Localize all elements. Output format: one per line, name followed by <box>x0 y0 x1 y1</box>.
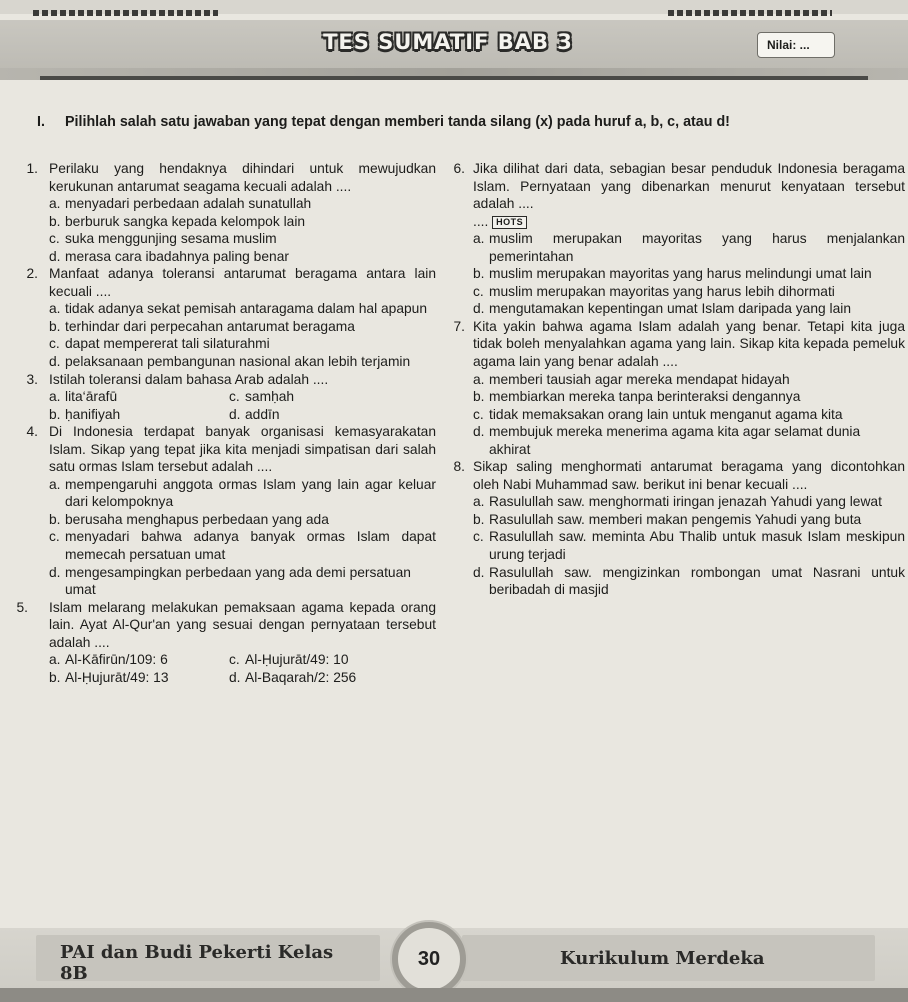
option-letter: a. <box>49 476 61 492</box>
option-text: dapat mempererat tali silaturahmi <box>65 336 270 352</box>
option-text: mengutamakan kepentingan umat Islam daripada yang lain <box>489 301 852 317</box>
question-6 <box>445 160 905 318</box>
option-b[interactable] <box>49 318 436 336</box>
option-b[interactable] <box>49 669 229 687</box>
option-a[interactable] <box>49 476 436 511</box>
question-1 <box>11 160 436 265</box>
question-2 <box>11 265 436 370</box>
option-letter: b. <box>473 266 485 282</box>
question-number: 3. <box>26 371 38 387</box>
option-a[interactable] <box>49 651 229 669</box>
option-letter: b. <box>473 511 485 527</box>
option-letter: a. <box>49 301 61 317</box>
score-box[interactable]: Nilai: ... <box>757 32 835 58</box>
option-c[interactable] <box>229 388 436 406</box>
option-text: addīn <box>245 406 280 422</box>
hots-badge: HOTS <box>492 216 527 229</box>
option-text: Rasulullah saw. menghormati iringan jenazah Yahudi yang lewat <box>489 494 882 510</box>
option-letter: c. <box>473 406 484 422</box>
option-letter: b. <box>49 406 61 422</box>
option-text: samḥah <box>245 389 295 405</box>
question-number: 2. <box>26 266 38 282</box>
option-text: berburuk sangka kepada kelompok lain <box>65 213 306 229</box>
option-d[interactable] <box>49 353 436 371</box>
left-column <box>11 160 436 686</box>
option-text: muslim merupakan mayoritas yang harus melindungi umat lain <box>489 266 872 282</box>
page-title: TES SUMATIF BAB 3 <box>323 30 573 54</box>
option-a[interactable] <box>49 195 436 213</box>
option-b[interactable] <box>49 213 436 231</box>
instruction-text: Pilihlah salah satu jawaban yang tepat dengan memberi tanda silang (x) pada huruf a, b, c, atau d! <box>65 114 730 130</box>
question-7 <box>445 318 905 458</box>
option-letter: d. <box>473 301 485 317</box>
option-letter: a. <box>473 494 485 510</box>
option-letter: a. <box>49 652 61 668</box>
option-text: mengesampingkan perbedaan yang ada demi persatuan umat <box>65 564 411 598</box>
question-5 <box>11 599 436 687</box>
header-rule <box>40 76 868 80</box>
option-c[interactable] <box>49 335 436 353</box>
option-a[interactable] <box>473 493 905 511</box>
question-number: 6. <box>453 161 465 176</box>
option-d[interactable] <box>49 248 436 266</box>
option-letter: d. <box>473 564 485 580</box>
question-text: Manfaat adanya toleransi antarumat beragama antara lain kecuali .... <box>49 266 436 299</box>
curriculum-label: Kurikulum Merdeka <box>560 948 765 969</box>
option-a[interactable] <box>49 388 229 406</box>
option-b[interactable] <box>49 511 436 529</box>
options-grid <box>49 388 436 423</box>
option-text: membiarkan mereka tanpa berinteraksi dengannya <box>489 389 801 405</box>
option-b[interactable] <box>473 388 905 406</box>
option-letter: c. <box>229 389 240 405</box>
option-letter: c. <box>49 231 60 247</box>
question-text: Di Indonesia terdapat banyak organisasi kemasyarakatan Islam. Sikap yang tepat jika kita menjadi simpatisan dari salah satu ormas Islam tersebut adalah .... <box>49 424 436 475</box>
option-text: memberi tausiah agar mereka mendapat hidayah <box>489 371 790 387</box>
option-d[interactable] <box>49 564 436 599</box>
option-d[interactable] <box>473 300 905 318</box>
option-text: pelaksanaan pembangunan nasional akan lebih terjamin <box>65 354 411 370</box>
option-letter: c. <box>49 336 60 352</box>
option-text: menyadari perbedaan adalah sunatullah <box>65 196 312 212</box>
question-4 <box>11 423 436 598</box>
option-letter: d. <box>49 354 61 370</box>
hots-line: .... HOTS <box>473 213 905 231</box>
option-text: Rasulullah saw. memberi makan pengemis Yahudi yang buta <box>489 511 862 527</box>
option-text: suka menggunjing sesama muslim <box>65 231 277 247</box>
question-number: 8. <box>453 459 465 475</box>
option-d[interactable] <box>473 423 905 458</box>
option-c[interactable] <box>473 406 905 424</box>
option-c[interactable] <box>473 528 905 563</box>
option-text: tidak adanya sekat pemisah antaragama dalam hal apapun <box>65 301 428 317</box>
option-letter: b. <box>49 669 61 685</box>
option-text: Al-Kāfirūn/109: 6 <box>65 652 168 668</box>
option-text: mempengaruhi anggota ormas Islam yang lain agar keluar dari kelompoknya <box>65 476 436 510</box>
option-b[interactable] <box>49 406 229 424</box>
option-text: Rasulullah saw. mengizinkan rombongan umat Nasrani untuk beribadah di masjid <box>489 564 905 598</box>
book-title: PAI dan Budi Pekerti Kelas 8B <box>60 942 334 984</box>
option-letter: b. <box>49 213 61 229</box>
option-letter: c. <box>473 529 484 545</box>
option-c[interactable] <box>473 283 905 301</box>
option-letter: c. <box>473 283 484 299</box>
option-c[interactable] <box>49 230 436 248</box>
header-dash-left <box>33 10 218 16</box>
question-number: 4. <box>26 424 38 440</box>
option-d[interactable] <box>473 564 905 599</box>
option-c[interactable] <box>229 651 436 669</box>
option-letter: c. <box>229 652 240 668</box>
question-3 <box>11 371 436 424</box>
question-text: Perilaku yang hendaknya dihindari untuk mewujudkan kerukunan antarumat seagama kecuali adalah .... <box>49 161 436 194</box>
section-numeral: I. <box>37 114 45 130</box>
option-letter: a. <box>49 196 61 212</box>
option-letter: a. <box>473 371 485 387</box>
option-text: ḥanifiyah <box>65 406 121 422</box>
question-number: 1. <box>26 161 38 176</box>
header-dash-right <box>668 10 832 16</box>
option-b[interactable] <box>473 265 905 283</box>
option-text: menyadari bahwa adanya banyak ormas Islam dapat memecah persatuan umat <box>65 529 436 563</box>
option-text: terhindar dari perpecahan antarumat beragama <box>65 318 355 334</box>
option-text: merasa cara ibadahnya paling benar <box>65 248 289 264</box>
section-instruction <box>37 114 897 130</box>
option-a[interactable] <box>49 300 436 318</box>
option-a[interactable] <box>473 230 905 265</box>
option-text: berusaha menghapus perbedaan yang ada <box>65 511 329 527</box>
option-text: Al-Ḥujurāt/49: 10 <box>245 652 349 668</box>
option-letter: d. <box>229 406 241 422</box>
option-letter: c. <box>49 529 60 545</box>
option-a[interactable] <box>473 371 905 389</box>
question-number: 5. <box>16 599 28 615</box>
option-b[interactable] <box>473 511 905 529</box>
question-text: Jika dilihat dari data, sebagian besar penduduk Indonesia beragama Islam. Pernyataan yang dibenarkan menurut kenyataan tersebut adalah .... <box>473 161 905 212</box>
option-letter: b. <box>49 318 61 334</box>
question-text: Islam melarang melakukan pemaksaan agama kepada orang lain. Ayat Al-Qur'an yang sesuai dengan pernyataan tersebut adalah .... <box>49 599 436 650</box>
bottom-strip <box>0 988 908 1002</box>
option-d[interactable] <box>229 406 436 424</box>
page-number: 30 <box>417 948 441 970</box>
option-letter: d. <box>49 248 61 264</box>
option-text: lita‘ārafū <box>65 389 118 405</box>
question-text: Istilah toleransi dalam bahasa Arab adalah .... <box>49 371 329 387</box>
options-grid <box>49 651 436 686</box>
question-8 <box>445 458 905 598</box>
option-letter: a. <box>49 389 61 405</box>
option-text: muslim merupakan mayoritas yang harus menjalankan pemerintahan <box>489 231 905 264</box>
question-text: Sikap saling menghormati antarumat beragama yang dicontohkan oleh Nabi Muhammad saw. berikut ini benar kecuali .... <box>473 459 905 492</box>
option-text: Al-Ḥujurāt/49: 13 <box>65 669 169 685</box>
option-d[interactable] <box>229 669 436 687</box>
option-letter: a. <box>473 231 485 247</box>
question-number: 7. <box>453 318 465 334</box>
option-letter: d. <box>49 564 61 580</box>
option-letter: d. <box>229 669 241 685</box>
option-text: Al-Baqarah/2: 256 <box>245 669 357 685</box>
option-text: tidak memaksakan orang lain untuk menganut agama kita <box>489 406 843 422</box>
option-letter: b. <box>473 389 485 405</box>
question-text: Kita yakin bahwa agama Islam adalah yang benar. Tetapi kita juga tidak boleh menyalahkan agama yang lain. Sikap kita kepada pemeluk agama lain yang benar adalah .... <box>473 318 905 370</box>
option-text: membujuk mereka menerima agama kita agar selamat dunia akhirat <box>489 424 861 457</box>
option-c[interactable] <box>49 528 436 563</box>
option-letter: d. <box>473 424 485 440</box>
option-letter: b. <box>49 511 61 527</box>
option-text: Rasulullah saw. meminta Abu Thalib untuk masuk Islam meskipun urung terjadi <box>489 529 905 563</box>
option-text: muslim merupakan mayoritas yang harus lebih dihormati <box>489 283 835 299</box>
right-column <box>445 160 905 599</box>
